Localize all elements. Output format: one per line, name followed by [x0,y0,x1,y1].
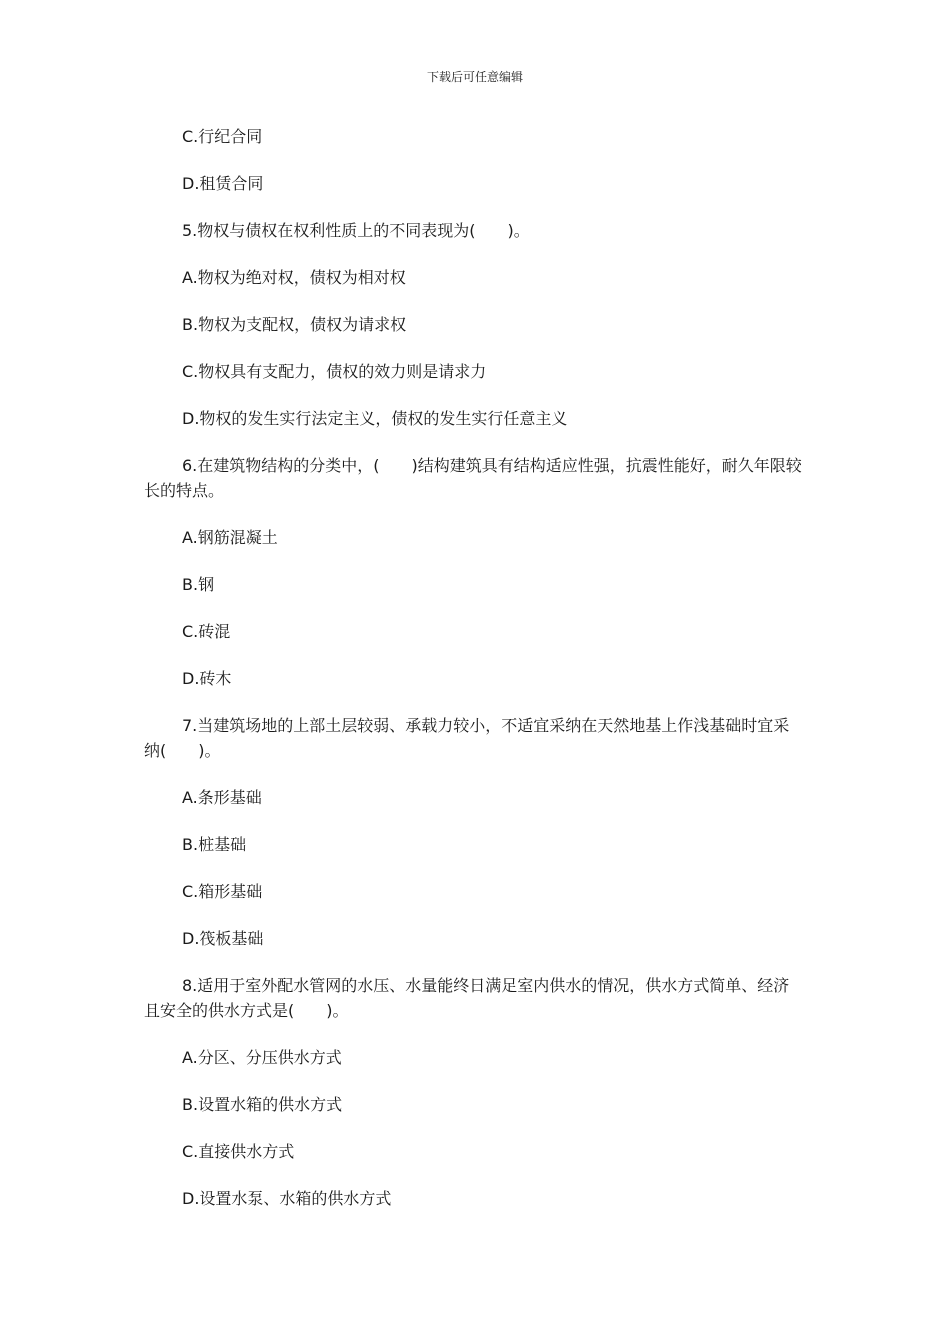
question-8-option-d: D.设置水泵、水箱的供水方式 [182,1189,392,1208]
question-8-option-c: C.直接供水方式 [182,1142,295,1161]
question-7-option-a: A.条形基础 [182,788,262,807]
question-7-option-d: D.筏板基础 [182,929,264,948]
question-5-option-c: C.物权具有支配力，债权的效力则是请求力 [182,362,487,381]
document-body [144,124,804,1211]
question-6-option-a: A.钢筋混凝土 [182,528,278,547]
option-d-line: D.租赁合同 [182,174,264,193]
question-6-option-d: D.砖木 [182,669,232,688]
question-7-option-c: C.箱形基础 [182,882,263,901]
question-8-option-a: A.分区、分压供水方式 [182,1048,342,1067]
question-6: 6.在建筑物结构的分类中，( )结构建筑具有结构适应性强，抗震性能好，耐久年限较长的特点。 [144,456,802,500]
question-5-option-a: A.物权为绝对权，债权为相对权 [182,268,406,287]
question-8-option-b: B.设置水箱的供水方式 [182,1095,343,1114]
question-6-option-c: C.砖混 [182,622,231,641]
page-header: 下载后可任意编辑 [426,70,523,84]
question-5-option-b: B.物权为支配权，债权为请求权 [182,315,407,334]
question-5: 5.物权与债权在权利性质上的不同表现为( )。 [182,221,530,240]
question-8: 8.适用于室外配水管网的水压、水量能终日满足室内供水的情况，供水方式简单、经济且安全的供水方式是( )。 [144,976,790,1020]
question-5-option-d: D.物权的发生实行法定主义，债权的发生实行任意主义 [182,409,568,428]
question-7-option-b: B.桩基础 [182,835,247,854]
option-c-line: C.行纪合同 [182,127,263,146]
question-7: 7.当建筑场地的上部土层较弱、承载力较小，不适宜采纳在天然地基上作浅基础时宜采纳( )。 [144,716,790,760]
question-6-option-b: B.钢 [182,575,215,594]
